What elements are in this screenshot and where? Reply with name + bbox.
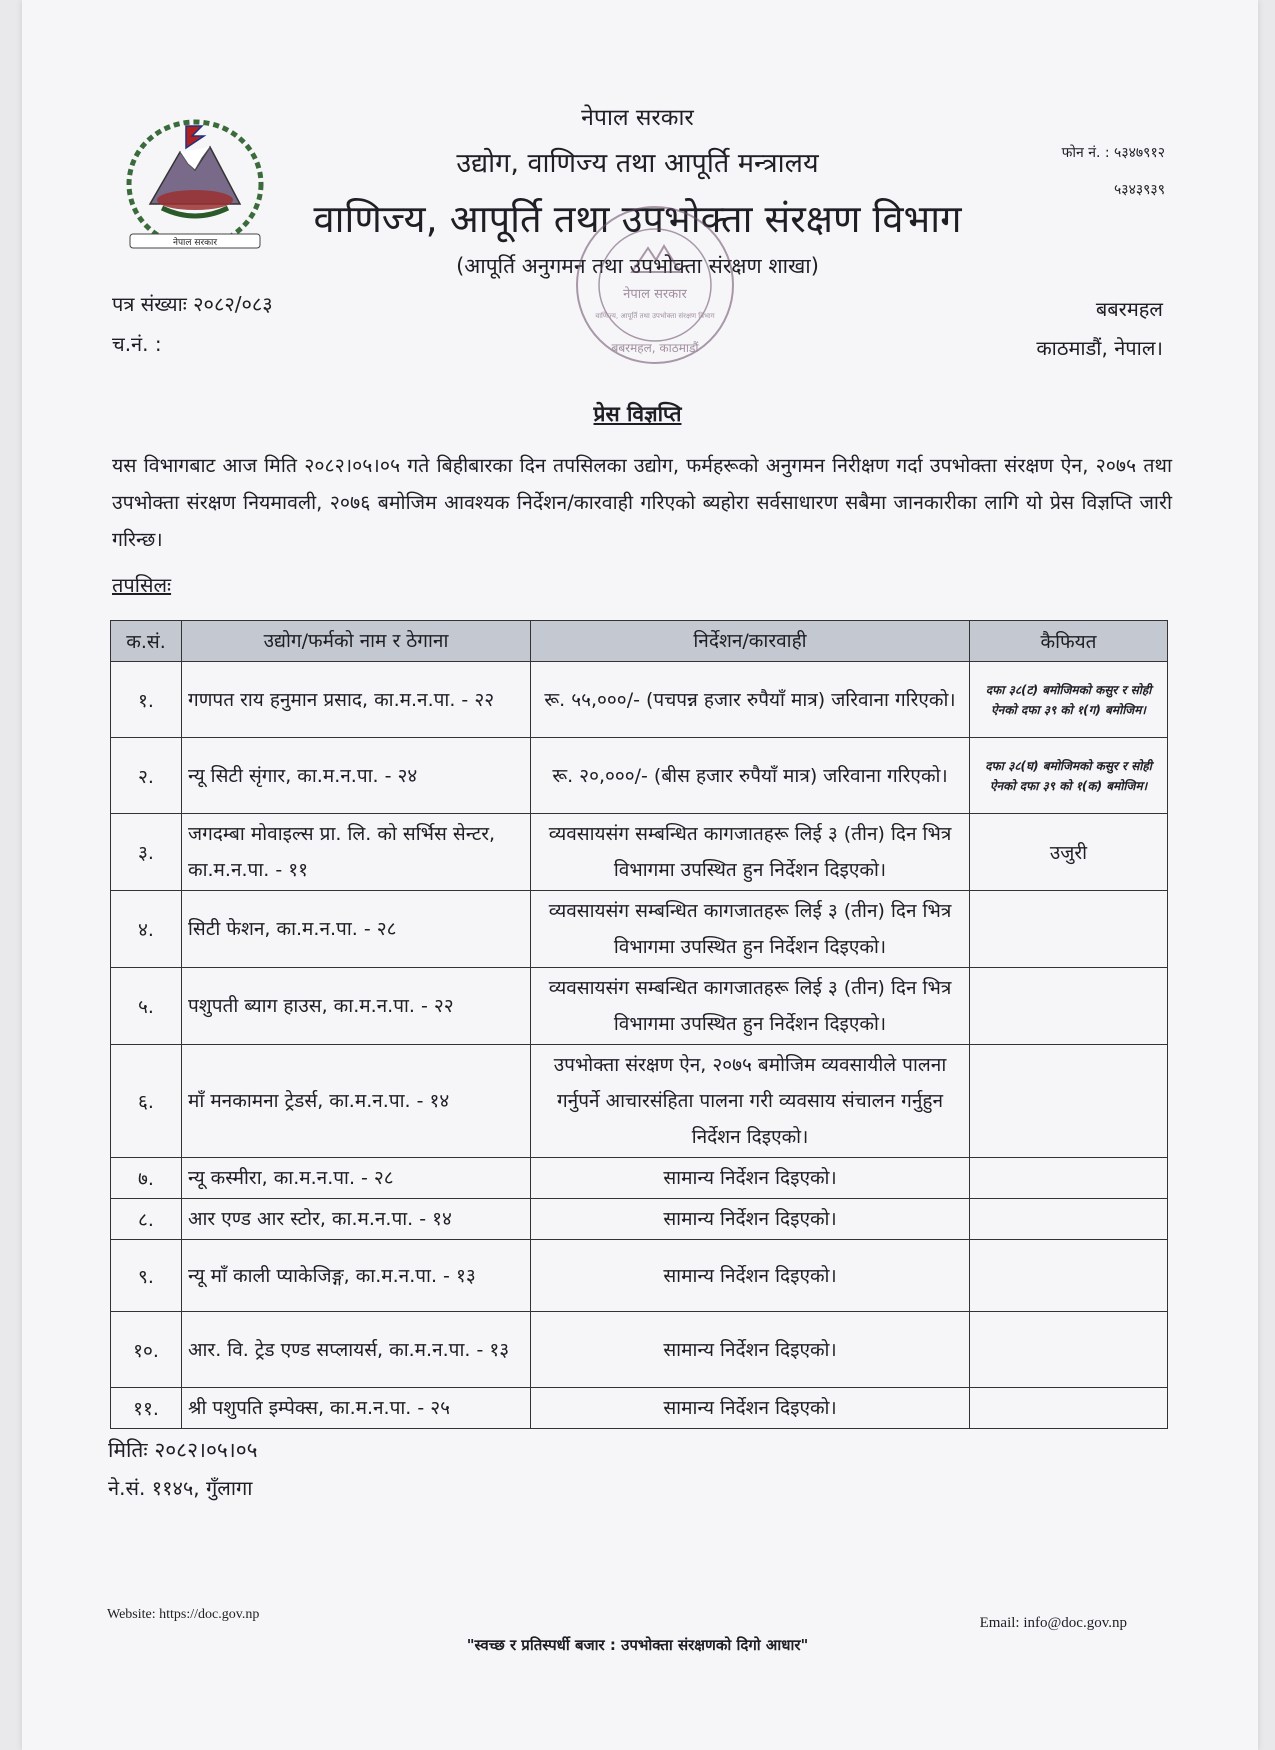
row-serial: १०. bbox=[111, 1312, 182, 1388]
header-firm-name: उद्योग/फर्मको नाम र ठेगाना bbox=[182, 621, 531, 662]
ministry-name: उद्योग, वाणिज्य तथा आपूर्ति मन्त्रालय bbox=[456, 148, 819, 179]
table-row bbox=[111, 1045, 1168, 1158]
department-seal-icon bbox=[560, 200, 750, 375]
row-serial: ४. bbox=[111, 891, 182, 968]
row-firm-name: सिटी फेशन, का.म.न.पा. - २८ bbox=[182, 891, 531, 968]
row-action: सामान्य निर्देशन दिइएको। bbox=[531, 1388, 970, 1429]
row-remark: दफा ३८(ट) बमोजिमको कसुर र सोही ऐनको दफा ३९ को १(ग) बमोजिम। bbox=[970, 662, 1168, 738]
row-action: रू. २०,०००/- (बीस हजार रुपैयाँ मात्र) जरिवाना गरिएको। bbox=[531, 738, 970, 814]
row-remark bbox=[970, 1199, 1168, 1240]
table-row bbox=[111, 738, 1168, 814]
schedule-label: तपसिलः bbox=[112, 573, 172, 597]
row-firm-name: न्यू कस्मीरा, का.म.न.पा. - २८ bbox=[182, 1158, 531, 1199]
government-name: नेपाल सरकार bbox=[581, 105, 694, 131]
row-serial: १. bbox=[111, 662, 182, 738]
issue-date: मितिः २०८२।०५।०५ bbox=[108, 1438, 258, 1462]
row-firm-name: पशुपती ब्याग हाउस, का.म.न.पा. - २२ bbox=[182, 968, 531, 1045]
address-line-2: काठमाडौं, नेपाल। bbox=[1036, 336, 1163, 360]
press-release-body: यस विभागबाट आज मिति २०८२।०५।०५ गते बिहीबारका दिन तपसिलका उद्योग, फर्महरूको अनुगमन निरीक्षण गर्दा उपभोक्ता संरक्षण ऐन, २०७५ तथा उपभोक्ता संरक्षण नियमावली, २०७६ बमोजिम आवश्यक निर्देशन/कारवाही गरिएको ब्यहोरा सर्वसाधारण सबैमा जानकारीका लागि यो प्रेस विज्ञप्ति जारी गरिन्छ। bbox=[112, 454, 1172, 551]
table-row bbox=[111, 891, 1168, 968]
row-remark bbox=[970, 1045, 1168, 1158]
row-action: उपभोक्ता संरक्षण ऐन, २०७५ बमोजिम व्यवसायीले पालना गर्नुपर्ने आचारसंहिता पालना गरी व्यवसाय संचालन गर्नुहुन निर्देशन दिइएको। bbox=[531, 1045, 970, 1158]
row-serial: ७. bbox=[111, 1158, 182, 1199]
row-action: व्यवसायसंग सम्बन्धित कागजातहरू लिई ३ (तीन) दिन भित्र विभागमा उपस्थित हुन निर्देशन दिइएको। bbox=[531, 968, 970, 1045]
row-firm-name: माँ मनकामना ट्रेडर्स, का.म.न.पा. - १४ bbox=[182, 1045, 531, 1158]
website-link[interactable]: Website: https://doc.gov.np bbox=[107, 1607, 260, 1622]
row-firm-name: आर. वि. ट्रेड एण्ड सप्लायर्स, का.म.न.पा. - १३ bbox=[182, 1312, 531, 1388]
header-action: निर्देशन/कारवाही bbox=[531, 621, 970, 662]
row-action: व्यवसायसंग सम्बन्धित कागजातहरू लिई ३ (तीन) दिन भित्र विभागमा उपस्थित हुन निर्देशन दिइएको। bbox=[531, 814, 970, 891]
phone-number-2: ५३४३९३९ bbox=[1114, 182, 1165, 198]
row-firm-name: श्री पशुपति इम्पेक्स, का.म.न.पा. - २५ bbox=[182, 1388, 531, 1429]
seal-text-3: बबरमहल, काठमाडौं bbox=[611, 341, 699, 355]
nepal-sambat-date: ने.सं. ११४५, गुँलागा bbox=[108, 1476, 253, 1500]
row-action: सामान्य निर्देशन दिइएको। bbox=[531, 1312, 970, 1388]
row-action: सामान्य निर्देशन दिइएको। bbox=[531, 1240, 970, 1312]
table-row bbox=[111, 1199, 1168, 1240]
row-remark bbox=[970, 1240, 1168, 1312]
table-row bbox=[111, 1240, 1168, 1312]
table-row bbox=[111, 1388, 1168, 1429]
table-row bbox=[111, 662, 1168, 738]
seal-text-1: नेपाल सरकार bbox=[623, 287, 687, 302]
table-row bbox=[111, 814, 1168, 891]
row-remark: दफा ३८(घ) बमोजिमको कसुर र सोही ऐनको दफा ३९ को १(क) बमोजिम। bbox=[970, 738, 1168, 814]
address-line-1: बबरमहल bbox=[1095, 297, 1163, 321]
row-serial: २. bbox=[111, 738, 182, 814]
emblem-caption: नेपाल सरकार bbox=[172, 238, 218, 248]
row-remark bbox=[970, 968, 1168, 1045]
phone-number-1: फोन नं. : ५३४७९१२ bbox=[1061, 145, 1165, 161]
row-firm-name: न्यू सिटी सृंगार, का.म.न.पा. - २४ bbox=[182, 738, 531, 814]
row-remark bbox=[970, 1158, 1168, 1199]
slogan: "स्वच्छ र प्रतिस्पर्धी बजार : उपभोक्ता संरक्षणको दिगो आधार" bbox=[466, 1636, 809, 1654]
row-action: रू. ५५,०००/- (पचपन्न हजार रुपैयाँ मात्र) जरिवाना गरिएको। bbox=[531, 662, 970, 738]
email-link[interactable]: Email: info@doc.gov.np bbox=[979, 1615, 1127, 1631]
row-firm-name: आर एण्ड आर स्टोर, का.म.न.पा. - १४ bbox=[182, 1199, 531, 1240]
row-remark bbox=[970, 1388, 1168, 1429]
press-release-title: प्रेस विज्ञप्ति bbox=[593, 402, 682, 426]
department-name: वाणिज्य, आपूर्ति तथा उपभोक्ता संरक्षण विभाग bbox=[313, 197, 962, 241]
row-remark bbox=[970, 891, 1168, 968]
row-serial: ३. bbox=[111, 814, 182, 891]
row-firm-name: गणपत राय हनुमान प्रसाद, का.म.न.पा. - २२ bbox=[182, 662, 531, 738]
inspection-table bbox=[110, 620, 1168, 1429]
seal-text-2: वाणिज्य, आपूर्ति तथा उपभोक्ता संरक्षण विभाग bbox=[595, 312, 715, 320]
table-row bbox=[111, 1312, 1168, 1388]
row-action: सामान्य निर्देशन दिइएको। bbox=[531, 1158, 970, 1199]
row-serial: ९. bbox=[111, 1240, 182, 1312]
row-serial: ८. bbox=[111, 1199, 182, 1240]
header-serial: क.सं. bbox=[111, 621, 182, 662]
row-remark: उजुरी bbox=[970, 814, 1168, 891]
table-row bbox=[111, 1158, 1168, 1199]
row-remark bbox=[970, 1312, 1168, 1388]
row-serial: ५. bbox=[111, 968, 182, 1045]
row-action: व्यवसायसंग सम्बन्धित कागजातहरू लिई ३ (तीन) दिन भित्र विभागमा उपस्थित हुन निर्देशन दिइएको। bbox=[531, 891, 970, 968]
row-serial: ११. bbox=[111, 1388, 182, 1429]
table-row bbox=[111, 968, 1168, 1045]
row-serial: ६. bbox=[111, 1045, 182, 1158]
header-remark: कैफियत bbox=[970, 621, 1168, 662]
branch-name: (आपूर्ति अनुगमन तथा उपभोक्ता संरक्षण शाखा) bbox=[456, 254, 819, 278]
row-firm-name: न्यू माँ काली प्याकेजिङ्ग, का.म.न.पा. - १३ bbox=[182, 1240, 531, 1312]
table-header-row bbox=[111, 621, 1168, 662]
dispatch-number: च.नं. : bbox=[112, 332, 162, 356]
letter-number: पत्र संख्याः २०८२/०८३ bbox=[112, 292, 273, 316]
row-firm-name: जगदम्बा मोवाइल्स प्रा. लि. को सर्भिस सेन्टर, का.म.न.पा. - ११ bbox=[182, 814, 531, 891]
row-action: सामान्य निर्देशन दिइएको। bbox=[531, 1199, 970, 1240]
